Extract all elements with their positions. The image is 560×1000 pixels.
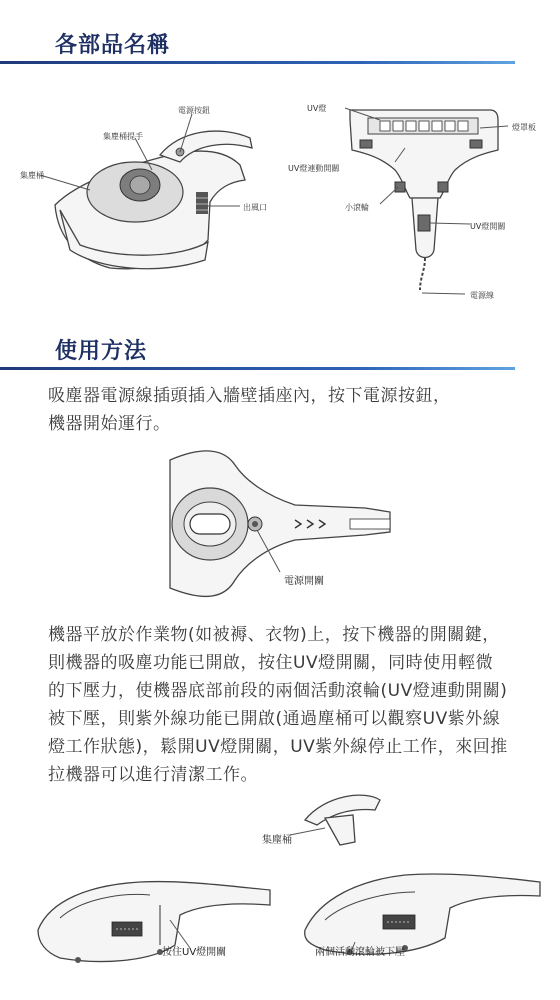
label-handle: 集塵桶提手 [103,132,143,141]
section-divider [0,61,515,64]
label-power-button: 電源按鈕 [178,106,210,115]
usage-paragraph-2-line: 被下壓，則紫外線功能已開啟(通過塵桶可以觀察UV紫外線 [48,709,501,729]
vacuum-press-uv-diagram [30,860,280,975]
label-uv-lamp: UV燈 [307,104,327,113]
label-power-cord: 電源線 [470,291,494,300]
usage-paragraph-2-line: 則機器的吸塵功能已開啟，按住UV燈開關，同時使用輕微 [48,653,494,673]
section-title-usage: 使用方法 [55,339,148,364]
usage-paragraph-1-line: 吸塵器電源線插頭插入牆壁插座內，按下電源按鈕， [48,386,451,406]
usage-paragraph-2-line: 拉機器可以進行清潔工作。 [48,765,258,785]
label-small-roller: 小滾輪 [345,203,369,212]
label-uv-switch: UV燈開關 [470,222,506,231]
usage-paragraph-1 [48,382,528,438]
label-uv-linked-switch: UV燈連動開關 [288,164,340,173]
label-power-switch: 電源開關 [284,576,324,587]
vacuum-side-view-diagram [40,110,260,290]
label-dust-bin: 集塵桶 [20,171,44,180]
label-rollers-pressed: 兩個活動滾輪被下壓 [315,947,405,958]
usage-paragraph-2-line: 的下壓力，使機器底部前段的兩個活動滾輪(UV燈連動開關) [48,681,508,701]
usage-paragraph-2-line: 機器平放於作業物(如被褥、衣物)上，按下機器的開關鍵， [48,625,500,645]
vacuum-bottom-view-diagram [340,100,510,300]
label-lamp-cover: 燈罩板 [512,123,536,132]
label-hold-uv-switch: 按住UV燈開關 [162,947,227,958]
vacuum-top-view-diagram [165,440,400,620]
label-air-outlet: 出風口 [243,203,267,212]
section-divider [0,367,515,370]
usage-paragraph-2 [48,621,528,789]
usage-paragraph-1-line: 機器開始運行。 [48,414,171,434]
usage-paragraph-2-line: 燈工作狀態)，鬆開UV燈開關，UV紫外線停止工作，來回推 [48,737,508,757]
section-title-parts: 各部品名稱 [55,33,171,58]
label-dust-bin-lifted: 集塵桶 [262,835,292,846]
